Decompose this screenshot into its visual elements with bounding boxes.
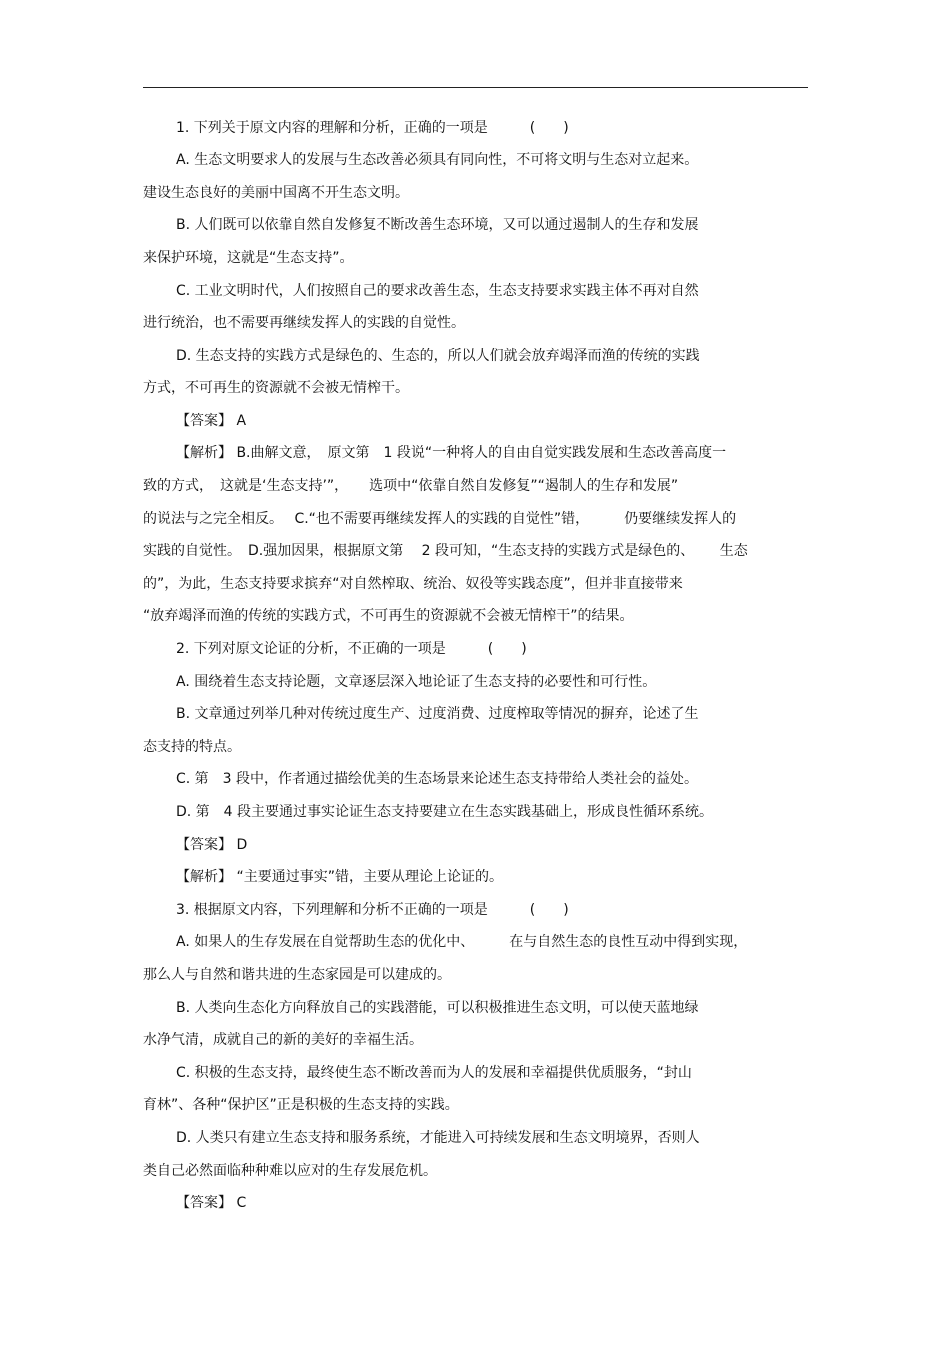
q2-analysis: 【解析】 “主要通过事实”错，主要从理论上论证的。 [176,869,503,885]
q1-analysis-cont-5: “放弃竭泽而渔的传统的实践方式，不可再生的资源就不会被无情榨干”的结果。 [143,608,634,624]
q3-answer: 【答案】 C [176,1195,247,1211]
question-2-stem: 2. 下列对原文论证的分析，不正确的一项是 ( ) [176,641,527,657]
q3-option-b-cont: 水净气清，成就自己的新的美好的幸福生活。 [143,1032,423,1048]
q1-option-c-cont: 进行统治，也不需要再继续发挥人的实践的自觉性。 [143,315,465,331]
q2-answer: 【答案】 D [176,837,248,853]
q2-option-a: A. 围绕着生态支持论题，文章逐层深入地论证了生态支持的必要性和可行性。 [176,674,657,690]
q3-option-a: A. 如果人的生存发展在自觉帮助生态的优化中、 在与自然生态的良性互动中得到实现， [176,934,748,950]
q1-option-a: A. 生态文明要求人的发展与生态改善必须具有同向性，不可将文明与生态对立起来。 [176,152,699,168]
q1-option-d-cont: 方式，不可再生的资源就不会被无情榨干。 [143,380,409,396]
q1-option-c: C. 工业文明时代，人们按照自己的要求改善生态，生态支持要求实践主体不再对自然 [176,283,699,299]
q1-option-b: B. 人们既可以依靠自然自发修复不断改善生态环境，又可以通过遏制人的生存和发展 [176,217,699,233]
q1-option-a-cont: 建设生态良好的美丽中国离不开生态文明。 [143,185,409,201]
question-3-stem: 3. 根据原文内容，下列理解和分析不正确的一项是 ( ) [176,902,569,918]
q2-option-d: D. 第 4 段主要通过事实论证生态支持要建立在生态实践基础上，形成良性循环系统。 [176,804,714,820]
q2-option-b: B. 文章通过列举几种对传统过度生产、过度消费、过度榨取等情况的摒弃，论述了生 [176,706,699,722]
q1-analysis-cont-1: 致的方式， 这就是‘生态支持’”， 选项中“依靠自然自发修复”“遏制人的生存和发展” [143,478,679,494]
q2-option-c: C. 第 3 段中，作者通过描绘优美的生态场景来论述生态支持带给人类社会的益处。 [176,771,699,787]
q3-option-b: B. 人类向生态化方向释放自己的实践潜能，可以积极推进生态文明，可以使天蓝地绿 [176,1000,699,1016]
q1-analysis-cont-4: 的”，为此，生态支持要求摈弃“对自然榨取、统治、奴役等实践态度”，但并非直接带来 [143,576,683,592]
q1-analysis-cont-3: 实践的自觉性。 D.强加因果，根据原文第 2 段可知，“生态支持的实践方式是绿色的、 生态 [143,543,748,559]
question-1-stem: 1. 下列关于原文内容的理解和分析，正确的一项是 ( ) [176,120,569,136]
q3-option-d-cont: 类自己必然面临种种难以应对的生存发展危机。 [143,1163,437,1179]
q3-option-c: C. 积极的生态支持，最终使生态不断改善而为人的发展和幸福提供优质服务，“封山 [176,1065,692,1081]
q3-option-d: D. 人类只有建立生态支持和服务系统，才能进入可持续发展和生态文明境界，否则人 [176,1130,700,1146]
q1-answer: 【答案】 A [176,413,247,429]
q1-analysis-cont-2: 的说法与之完全相反。 C.“也不需要再继续发挥人的实践的自觉性”错， 仍要继续发挥人的 [143,511,737,527]
q1-analysis: 【解析】 B.曲解文意， 原文第 1 段说“一种将人的自由自觉实践发展和生态改善高度一 [176,445,727,461]
q3-option-a-cont: 那么人与自然和谐共进的生态家园是可以建成的。 [143,967,451,983]
q2-option-b-cont: 态支持的特点。 [143,739,241,755]
q3-option-c-cont: 育林”、各种“保护区”正是积极的生态支持的实践。 [143,1097,459,1113]
q1-option-d: D. 生态支持的实践方式是绿色的、生态的，所以人们就会放弃竭泽而渔的传统的实践 [176,348,700,364]
q1-option-b-cont: 来保护环境，这就是“生态支持”。 [143,250,354,266]
header-rule [143,87,808,88]
